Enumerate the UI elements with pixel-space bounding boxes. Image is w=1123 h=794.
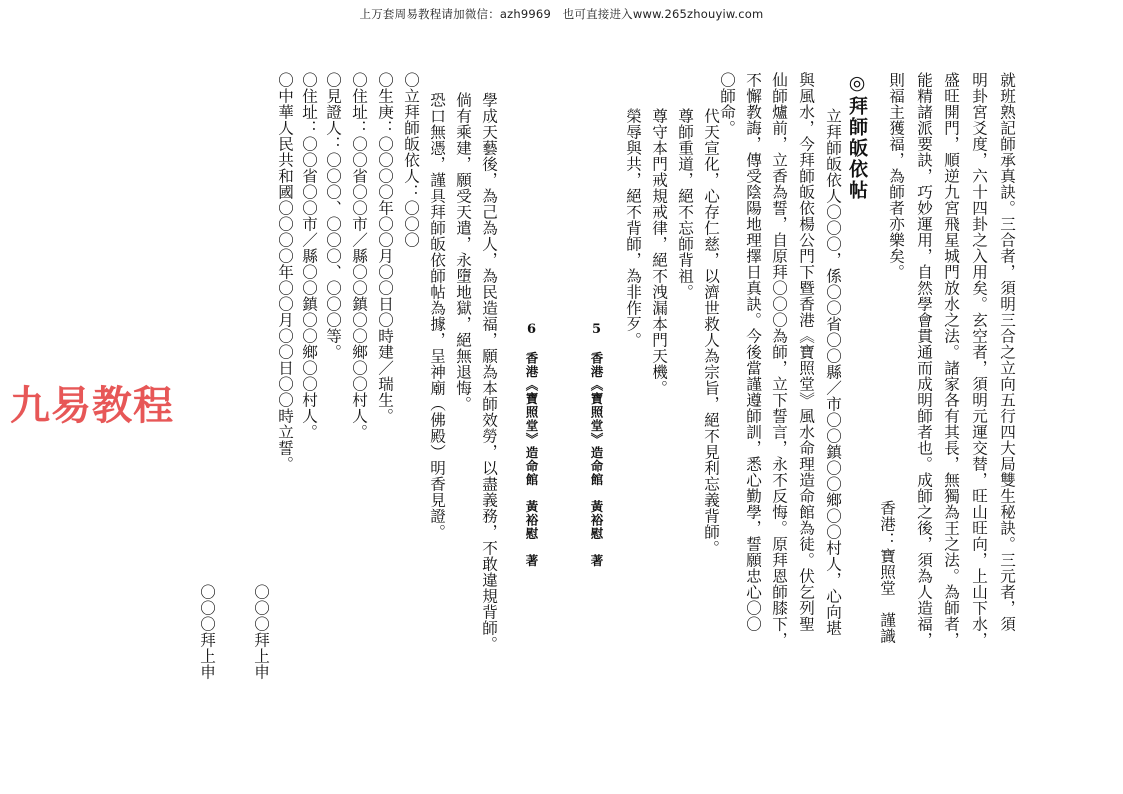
watermark-logo: 九易教程	[10, 383, 174, 429]
credit-text: 香港《寶照堂》造命館 黃裕慰 著	[589, 351, 604, 568]
credit-text: 香港《寶照堂》造命館 黃裕慰 著	[524, 351, 539, 568]
body-line: 立拜師皈依人〇〇〇，係〇〇省〇〇縣／市〇〇鎮〇〇鄉〇〇村人，心向堪	[824, 92, 842, 636]
paragraph1-line: 則福主獲福，為師者亦樂矣。	[887, 72, 905, 280]
body-line: 尊師重道，絕不忘師背祖。	[676, 92, 694, 300]
sign-block: 〇〇〇拜上申	[198, 584, 216, 680]
sign-block: 〇〇〇拜上申	[252, 584, 270, 680]
body-line: 仙師爐前，立香為誓，自原拜〇〇〇為師，立下誓言，永不反悔。原拜恩師膝下，	[770, 72, 788, 648]
page-credit	[520, 322, 542, 568]
signature: 香港：寶照堂 謹識	[878, 500, 896, 644]
form-field-birth: 〇生庚：〇〇〇〇年〇〇月〇〇日〇時建／瑞生。	[376, 72, 394, 424]
body-line: 〇師命。	[718, 72, 736, 136]
header-note: 上万套周易教程请加微信：azh9969 也可直接进入www.265zhouyiw.com	[359, 7, 764, 21]
paragraph1-line: 就班熟記師承真訣。三合者，須明三合之立向五行四大局雙生秘訣。三元者，須	[998, 72, 1016, 632]
body-line: 尊守本門戒規戒律，絕不洩漏本門天機。	[650, 92, 668, 396]
form-field-witness-address: 〇住址：〇〇省〇〇市／縣〇〇鎮〇〇鄉〇〇村人。	[300, 72, 318, 440]
body-line: 與風水，今拜師皈依楊公門下暨香港《寶照堂》風水命理造命館為徒。伏乞列聖	[797, 72, 815, 632]
form-field-oath-date: 〇中華人民共和國〇〇〇〇年〇〇月〇〇日〇〇時立誓。	[276, 72, 294, 472]
form-field-disciple: 〇立拜師皈依人：〇〇〇	[402, 72, 420, 248]
page-number: 6	[524, 322, 539, 338]
paragraph1-line: 明卦宮爻度，六十四卦之入用矣。玄空者，須明元運交替，旺山旺向，上山下水，	[970, 72, 988, 648]
page-number: 5	[589, 322, 604, 338]
paragraph1-line: 盛旺開門，順逆九宮飛星城門放水之法。諸家各有其長，無獨為王之法。為師者，	[942, 72, 960, 648]
form-field-witness: 〇見證人：〇〇〇、〇〇〇、〇〇〇等。	[324, 72, 342, 360]
form-field-address: 〇住址：〇〇省〇〇市／縣〇〇鎮〇〇鄉〇〇村人。	[350, 72, 368, 440]
section-title: ◎拜師皈依帖	[846, 72, 868, 201]
paragraph1-line: 能精諸派要訣，巧妙運用，自然學會貫通而成明師者也。成師之後，須為人造福，	[915, 72, 933, 648]
page-credit	[585, 322, 607, 568]
body2-line: 倘有乘建，願受天遣，永墮地獄，絕無退悔。	[454, 92, 472, 412]
body-line: 不懈教誨，傳受陰陽地理擇日真訣。今後當謹遵師訓，悉心勤學，誓願忠心〇〇	[744, 72, 762, 632]
body2-line: 恐口無憑，謹具拜師皈依師帖為據，呈神廟（佛殿）明香見證。	[428, 92, 446, 540]
body-line: 榮辱與共，絕不背師，為非作歹。	[624, 92, 642, 348]
body2-line: 學成天藝後，為己為人，為民造福，願為本師效勞，以盡義務，不敢違規背師。	[480, 92, 498, 652]
body-line: 代天宣化，心存仁慈，以濟世救人為宗旨，絕不見利忘義背師。	[702, 92, 720, 556]
